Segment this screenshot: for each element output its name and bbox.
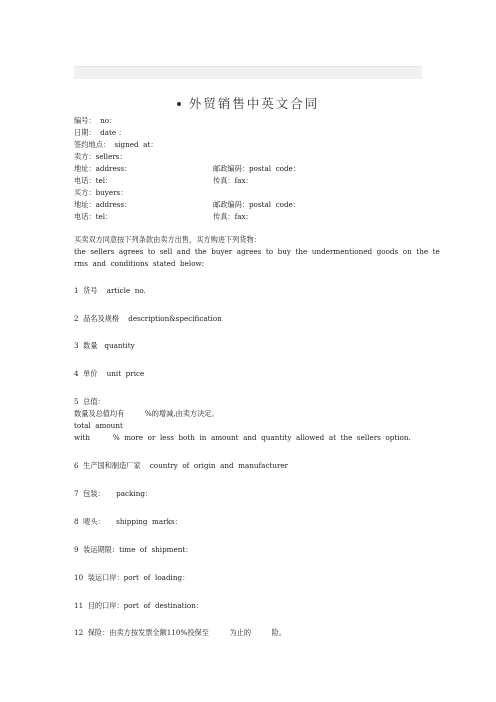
field-buyer-tel: 电话：tel： 传真：fax： xyxy=(74,212,253,221)
item-time-of-shipment: 9 装运期限：time of shipment： xyxy=(74,545,193,554)
agreement-en-line1: the sellers agrees to sell and the buyer agrees to buy the undermentioned goods on the te xyxy=(74,247,440,256)
field-date: 日期： date ： xyxy=(74,128,126,137)
item-packing: 7 包装： packing： xyxy=(74,489,153,498)
title-text: 外贸销售中英文合同 xyxy=(188,96,320,111)
item-total-en2: with % more or less both in amount and quantity allowed at the sellers option. xyxy=(74,433,411,442)
item-article-no: 1 货号 article no. xyxy=(74,286,146,295)
item-description: 2 品名及规格 description&specification xyxy=(74,314,222,323)
item-quantity: 3 数量 quantity xyxy=(74,341,135,350)
field-buyer-address: 地址：address： 邮政编码：postal code： xyxy=(74,200,300,209)
item-unit-price: 4 单价 unit price xyxy=(74,369,145,378)
document-title xyxy=(0,94,496,112)
item-total: 5 总值： xyxy=(74,397,105,406)
field-sellers: 卖方：sellers： xyxy=(74,152,127,161)
field-seller-address: 地址：address： 邮政编码：postal code： xyxy=(74,164,300,173)
field-number: 编号： no： xyxy=(74,116,117,125)
agreement-en-line2: rms and conditions stated below: xyxy=(74,259,205,268)
field-seller-tel: 电话：tel： 传真：fax： xyxy=(74,176,253,185)
item-shipping-marks: 8 唛头： shipping marks： xyxy=(74,517,182,526)
field-buyers: 买方：buyers： xyxy=(74,188,128,197)
item-port-of-loading: 10 装运口岸：port of loading： xyxy=(74,573,190,582)
agreement-cn: 买卖双方同意按下列条款由卖方出售，买方购进下列货物： xyxy=(74,235,261,244)
field-signed-at: 签约地点： signed at： xyxy=(74,140,158,149)
item-total-en1: total amount xyxy=(74,421,123,430)
item-insurance: 12 保险：由卖方按发票全额110%投保至 为止的 险。 xyxy=(74,628,286,637)
item-total-cn: 数量及总值均有 %的增减,由卖方决定。 xyxy=(74,409,219,418)
item-port-of-destination: 11 目的口岸：port of destination： xyxy=(74,601,204,610)
header-bar xyxy=(74,66,422,79)
bullet-icon xyxy=(177,102,181,106)
item-origin: 6 生产国和制造厂家 country of origin and manufacturer xyxy=(74,461,289,470)
